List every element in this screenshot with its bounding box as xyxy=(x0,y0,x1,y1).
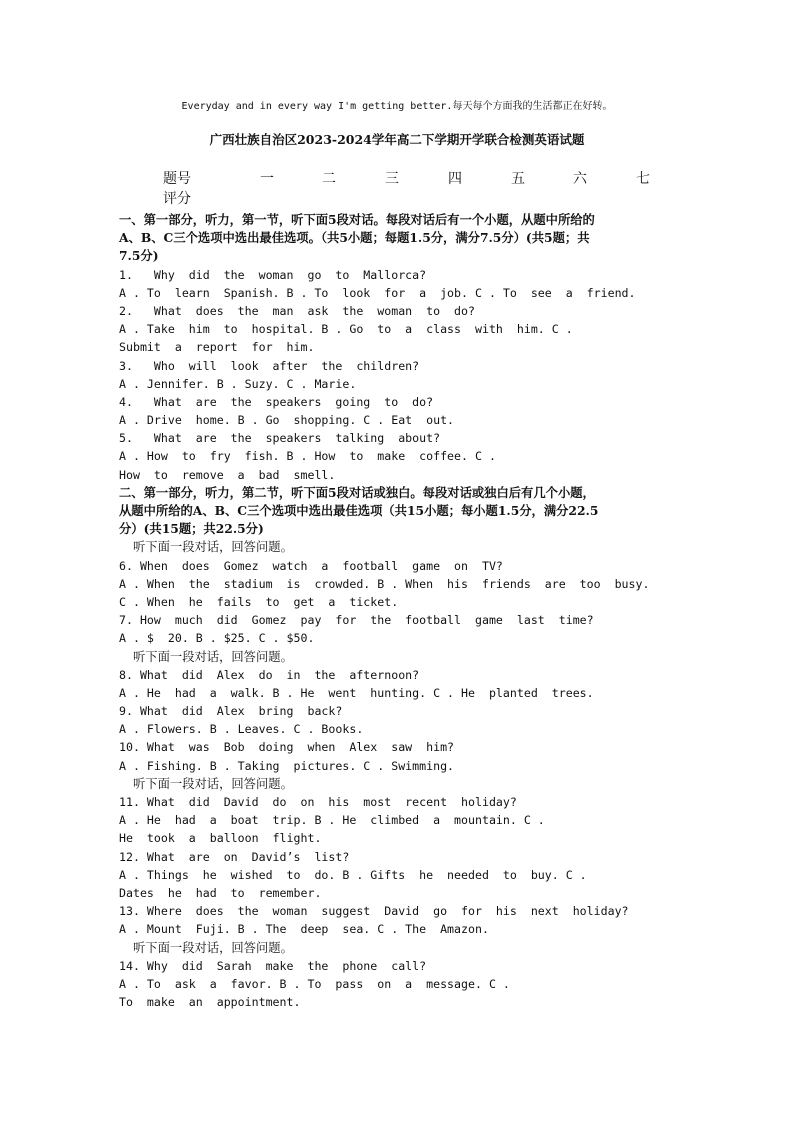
question-line: A . Jennifer. B . Suzy. C . Marie. xyxy=(119,376,357,391)
score-column: 五 xyxy=(511,171,525,187)
question-line: A . Mount Fuji. B . The deep sea. C . The Amazon. xyxy=(119,922,489,937)
question-line: A . How to fry fish. B . How to make coffee. C . xyxy=(119,449,496,464)
section-heading-line: A、B、C三个选项中选出最佳选项。（共5小题；每题1.5分，满分7.5分）(共5题；共 xyxy=(119,230,590,246)
page-motto: Everyday and in every way I'm getting better.每天每个方面我的生活都正在好转。 xyxy=(181,101,613,112)
question-line: Submit a report for him. xyxy=(119,340,315,355)
question-line: C . When he fails to get a ticket. xyxy=(119,594,399,609)
question-line: Dates he had to remember. xyxy=(119,885,322,900)
score-value-row xyxy=(163,188,663,208)
question-line: A . When the stadium is crowded. B . When his friends are too busy. xyxy=(119,576,650,591)
score-column: 四 xyxy=(448,171,462,187)
score-table xyxy=(163,168,663,208)
listening-instruction: 听下面一段对话，回答问题。 xyxy=(133,540,293,555)
score-column: 六 xyxy=(573,171,587,187)
question-line: 9. What did Alex bring back? xyxy=(119,704,343,719)
question-line: 7. How much did Gomez pay for the football game last time? xyxy=(119,613,594,628)
question-line: A . To ask a favor. B . To pass on a message. C . xyxy=(119,976,510,991)
score-column: 三 xyxy=(385,171,399,187)
question-line: 5. What are the speakers talking about? xyxy=(119,431,441,446)
listening-instruction: 听下面一段对话，回答问题。 xyxy=(133,776,293,791)
question-line: A . He had a boat trip. B . He climbed a mountain. C . xyxy=(119,813,545,828)
question-line: 8. What did Alex do in the afternoon? xyxy=(119,667,420,682)
question-line: A . Take him to hospital. B . Go to a class with him. C . xyxy=(119,322,573,337)
question-line: How to remove a bad smell. xyxy=(119,467,336,482)
exam-title: 广西壮族自治区2023-2024学年高二下学期开学联合检测英语试题 xyxy=(209,132,585,147)
listening-instruction: 听下面一段对话，回答问题。 xyxy=(133,649,293,664)
section-heading-line: 分）(共15题；共22.5分) xyxy=(119,521,264,537)
question-line: 10. What was Bob doing when Alex saw him? xyxy=(119,740,455,755)
question-line: A . Fishing. B . Taking pictures. C . Swimming. xyxy=(119,758,455,773)
question-line: A . $ 20. B . $25. C . $50. xyxy=(119,631,315,646)
question-line: He took a balloon flight. xyxy=(119,831,322,846)
section-heading-line: 从题中所给的A、B、C三个选项中选出最佳选项（共15小题；每小题1.5分，满分22.5 xyxy=(119,503,599,518)
question-line: 6. When does Gomez watch a football game on TV? xyxy=(119,558,503,573)
section-heading-line: 二、第一部分，听力，第二节，听下面5段对话或独白。每段对话或独白后有几个小题， xyxy=(119,484,595,500)
question-line: A . Things he wished to do. B . Gifts he needed to buy. C . xyxy=(119,867,587,882)
question-line: 14. Why did Sarah make the phone call? xyxy=(119,958,427,973)
question-line: 11. What did David do on his most recent holiday? xyxy=(119,795,517,809)
question-line: A . To learn Spanish. B . To look for a job. C . To see a friend. xyxy=(119,285,636,300)
score-header-row xyxy=(163,168,663,188)
section-heading-line: 7.5分) xyxy=(119,248,159,264)
listening-instruction: 听下面一段对话，回答问题。 xyxy=(133,940,293,955)
question-line: 12. What are on David’s list? xyxy=(119,849,350,864)
question-line: A . Flowers. B . Leaves. C . Books. xyxy=(119,722,364,737)
question-line: 1. Why did the woman go to Mallorca? xyxy=(119,267,427,282)
exam-content xyxy=(119,211,679,1011)
question-line: A . Drive home. B . Go shopping. C . Eat out. xyxy=(119,413,455,428)
question-line: 2. What does the man ask the woman to do? xyxy=(119,303,475,318)
question-line: 4. What are the speakers going to do? xyxy=(119,394,434,409)
question-line: A . He had a walk. B . He went hunting. C . He planted trees. xyxy=(119,685,594,700)
score-header-label: 题号 xyxy=(163,171,191,187)
score-column: 一 xyxy=(260,171,274,187)
score-row-label: 评分 xyxy=(163,191,191,207)
question-line: 3. Who will look after the children? xyxy=(119,358,420,373)
question-line: To make an appointment. xyxy=(119,995,301,1010)
score-column: 二 xyxy=(322,171,336,187)
score-column: 七 xyxy=(636,171,650,187)
section-heading-line: 一、第一部分，听力，第一节，听下面5段对话。每段对话后有一个小题，从题中所给的 xyxy=(119,212,595,227)
question-line: 13. Where does the woman suggest David go for his next holiday? xyxy=(119,904,629,919)
